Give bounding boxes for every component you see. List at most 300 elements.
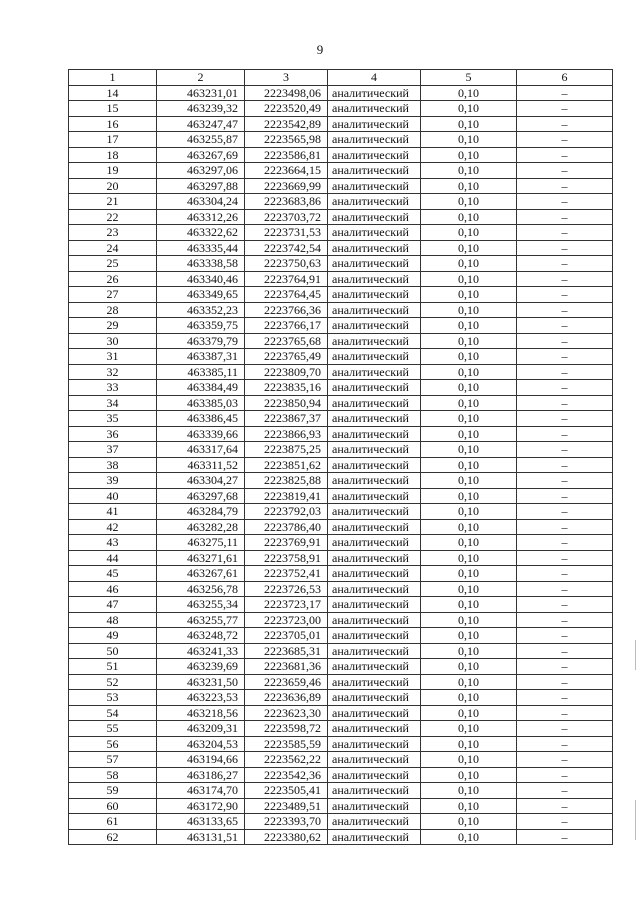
- x-coordinate-cell: 463239,69: [157, 659, 245, 675]
- accuracy-cell: 0,10: [421, 271, 517, 287]
- x-coordinate-cell: 463209,31: [157, 721, 245, 737]
- accuracy-cell: 0,10: [421, 225, 517, 241]
- note-cell: –: [517, 597, 613, 613]
- table-row: [69, 256, 613, 272]
- point-number-cell: 22: [69, 209, 157, 225]
- method-cell: аналитический: [328, 705, 421, 721]
- method-cell: аналитический: [328, 349, 421, 365]
- table-row: [69, 225, 613, 241]
- y-coordinate-cell: 2223766,17: [245, 318, 328, 334]
- column-header: 5: [421, 70, 517, 86]
- point-number-cell: 28: [69, 302, 157, 318]
- method-cell: аналитический: [328, 380, 421, 396]
- column-header: 6: [517, 70, 613, 86]
- y-coordinate-cell: 2223742,54: [245, 240, 328, 256]
- method-cell: аналитический: [328, 287, 421, 303]
- x-coordinate-cell: 463239,32: [157, 101, 245, 117]
- x-coordinate-cell: 463267,61: [157, 566, 245, 582]
- point-number-cell: 24: [69, 240, 157, 256]
- method-cell: аналитический: [328, 163, 421, 179]
- x-coordinate-cell: 463231,01: [157, 85, 245, 101]
- table-row: [69, 442, 613, 458]
- method-cell: аналитический: [328, 194, 421, 210]
- point-number-cell: 20: [69, 178, 157, 194]
- method-cell: аналитический: [328, 814, 421, 830]
- table-row: [69, 85, 613, 101]
- y-coordinate-cell: 2223726,53: [245, 581, 328, 597]
- note-cell: –: [517, 783, 613, 799]
- x-coordinate-cell: 463172,90: [157, 798, 245, 814]
- method-cell: аналитический: [328, 550, 421, 566]
- note-cell: –: [517, 659, 613, 675]
- point-number-cell: 31: [69, 349, 157, 365]
- accuracy-cell: 0,10: [421, 349, 517, 365]
- accuracy-cell: 0,10: [421, 829, 517, 845]
- note-cell: –: [517, 318, 613, 334]
- point-number-cell: 25: [69, 256, 157, 272]
- note-cell: –: [517, 628, 613, 644]
- table-row: [69, 395, 613, 411]
- method-cell: аналитический: [328, 85, 421, 101]
- x-coordinate-cell: 463304,24: [157, 194, 245, 210]
- y-coordinate-cell: 2223819,41: [245, 488, 328, 504]
- y-coordinate-cell: 2223867,37: [245, 411, 328, 427]
- x-coordinate-cell: 463131,51: [157, 829, 245, 845]
- table-row: [69, 519, 613, 535]
- y-coordinate-cell: 2223505,41: [245, 783, 328, 799]
- x-coordinate-cell: 463340,46: [157, 271, 245, 287]
- y-coordinate-cell: 2223866,93: [245, 426, 328, 442]
- table-body: [69, 85, 613, 845]
- accuracy-cell: 0,10: [421, 318, 517, 334]
- method-cell: аналитический: [328, 116, 421, 132]
- note-cell: –: [517, 566, 613, 582]
- accuracy-cell: 0,10: [421, 85, 517, 101]
- method-cell: аналитический: [328, 457, 421, 473]
- note-cell: –: [517, 690, 613, 706]
- y-coordinate-cell: 2223723,17: [245, 597, 328, 613]
- scan-edge-mark: [635, 640, 636, 670]
- point-number-cell: 39: [69, 473, 157, 489]
- method-cell: аналитический: [328, 612, 421, 628]
- note-cell: –: [517, 674, 613, 690]
- note-cell: –: [517, 85, 613, 101]
- y-coordinate-cell: 2223586,81: [245, 147, 328, 163]
- x-coordinate-cell: 463282,28: [157, 519, 245, 535]
- table-row: [69, 535, 613, 551]
- point-number-cell: 48: [69, 612, 157, 628]
- accuracy-cell: 0,10: [421, 581, 517, 597]
- note-cell: –: [517, 101, 613, 117]
- table-row: [69, 736, 613, 752]
- coordinates-table: [68, 69, 613, 845]
- note-cell: –: [517, 612, 613, 628]
- y-coordinate-cell: 2223393,70: [245, 814, 328, 830]
- accuracy-cell: 0,10: [421, 426, 517, 442]
- table-row: [69, 333, 613, 349]
- method-cell: аналитический: [328, 721, 421, 737]
- accuracy-cell: 0,10: [421, 721, 517, 737]
- accuracy-cell: 0,10: [421, 504, 517, 520]
- x-coordinate-cell: 463311,52: [157, 457, 245, 473]
- accuracy-cell: 0,10: [421, 566, 517, 582]
- method-cell: аналитический: [328, 690, 421, 706]
- note-cell: –: [517, 829, 613, 845]
- table-row: [69, 829, 613, 845]
- x-coordinate-cell: 463312,26: [157, 209, 245, 225]
- method-cell: аналитический: [328, 736, 421, 752]
- table-row: [69, 132, 613, 148]
- point-number-cell: 29: [69, 318, 157, 334]
- point-number-cell: 57: [69, 752, 157, 768]
- y-coordinate-cell: 2223766,36: [245, 302, 328, 318]
- x-coordinate-cell: 463349,65: [157, 287, 245, 303]
- accuracy-cell: 0,10: [421, 287, 517, 303]
- note-cell: –: [517, 256, 613, 272]
- x-coordinate-cell: 463267,69: [157, 147, 245, 163]
- note-cell: –: [517, 302, 613, 318]
- point-number-cell: 61: [69, 814, 157, 830]
- method-cell: аналитический: [328, 132, 421, 148]
- x-coordinate-cell: 463359,75: [157, 318, 245, 334]
- point-number-cell: 47: [69, 597, 157, 613]
- accuracy-cell: 0,10: [421, 550, 517, 566]
- y-coordinate-cell: 2223542,89: [245, 116, 328, 132]
- table-row: [69, 302, 613, 318]
- accuracy-cell: 0,10: [421, 178, 517, 194]
- accuracy-cell: 0,10: [421, 783, 517, 799]
- y-coordinate-cell: 2223769,91: [245, 535, 328, 551]
- method-cell: аналитический: [328, 488, 421, 504]
- x-coordinate-cell: 463297,06: [157, 163, 245, 179]
- note-cell: –: [517, 705, 613, 721]
- y-coordinate-cell: 2223875,25: [245, 442, 328, 458]
- table-row: [69, 705, 613, 721]
- accuracy-cell: 0,10: [421, 411, 517, 427]
- x-coordinate-cell: 463275,11: [157, 535, 245, 551]
- point-number-cell: 45: [69, 566, 157, 582]
- y-coordinate-cell: 2223851,62: [245, 457, 328, 473]
- accuracy-cell: 0,10: [421, 333, 517, 349]
- method-cell: аналитический: [328, 798, 421, 814]
- point-number-cell: 43: [69, 535, 157, 551]
- y-coordinate-cell: 2223565,98: [245, 132, 328, 148]
- table-row: [69, 380, 613, 396]
- point-number-cell: 55: [69, 721, 157, 737]
- x-coordinate-cell: 463335,44: [157, 240, 245, 256]
- accuracy-cell: 0,10: [421, 147, 517, 163]
- y-coordinate-cell: 2223623,30: [245, 705, 328, 721]
- method-cell: аналитический: [328, 829, 421, 845]
- accuracy-cell: 0,10: [421, 690, 517, 706]
- method-cell: аналитический: [328, 442, 421, 458]
- accuracy-cell: 0,10: [421, 519, 517, 535]
- x-coordinate-cell: 463387,31: [157, 349, 245, 365]
- y-coordinate-cell: 2223752,41: [245, 566, 328, 582]
- x-coordinate-cell: 463186,27: [157, 767, 245, 783]
- y-coordinate-cell: 2223498,06: [245, 85, 328, 101]
- note-cell: –: [517, 504, 613, 520]
- note-cell: –: [517, 488, 613, 504]
- note-cell: –: [517, 163, 613, 179]
- table-row: [69, 163, 613, 179]
- table-row: [69, 426, 613, 442]
- y-coordinate-cell: 2223786,40: [245, 519, 328, 535]
- x-coordinate-cell: 463256,78: [157, 581, 245, 597]
- method-cell: аналитический: [328, 783, 421, 799]
- method-cell: аналитический: [328, 411, 421, 427]
- table-row: [69, 147, 613, 163]
- point-number-cell: 37: [69, 442, 157, 458]
- accuracy-cell: 0,10: [421, 132, 517, 148]
- table-row: [69, 690, 613, 706]
- note-cell: –: [517, 132, 613, 148]
- method-cell: аналитический: [328, 147, 421, 163]
- note-cell: –: [517, 581, 613, 597]
- point-number-cell: 14: [69, 85, 157, 101]
- method-cell: аналитический: [328, 504, 421, 520]
- accuracy-cell: 0,10: [421, 240, 517, 256]
- method-cell: аналитический: [328, 535, 421, 551]
- y-coordinate-cell: 2223723,00: [245, 612, 328, 628]
- point-number-cell: 34: [69, 395, 157, 411]
- point-number-cell: 19: [69, 163, 157, 179]
- column-header: 3: [245, 70, 328, 86]
- table-row: [69, 411, 613, 427]
- point-number-cell: 23: [69, 225, 157, 241]
- table-row: [69, 612, 613, 628]
- x-coordinate-cell: 463241,33: [157, 643, 245, 659]
- y-coordinate-cell: 2223792,03: [245, 504, 328, 520]
- accuracy-cell: 0,10: [421, 442, 517, 458]
- table-row: [69, 659, 613, 675]
- y-coordinate-cell: 2223764,91: [245, 271, 328, 287]
- x-coordinate-cell: 463385,11: [157, 364, 245, 380]
- note-cell: –: [517, 798, 613, 814]
- y-coordinate-cell: 2223669,99: [245, 178, 328, 194]
- point-number-cell: 51: [69, 659, 157, 675]
- table-row: [69, 628, 613, 644]
- y-coordinate-cell: 2223765,49: [245, 349, 328, 365]
- point-number-cell: 17: [69, 132, 157, 148]
- method-cell: аналитический: [328, 318, 421, 334]
- method-cell: аналитический: [328, 395, 421, 411]
- x-coordinate-cell: 463384,49: [157, 380, 245, 396]
- x-coordinate-cell: 463248,72: [157, 628, 245, 644]
- y-coordinate-cell: 2223758,91: [245, 550, 328, 566]
- method-cell: аналитический: [328, 225, 421, 241]
- table-row: [69, 504, 613, 520]
- scan-edge-mark: [635, 800, 636, 840]
- note-cell: –: [517, 395, 613, 411]
- note-cell: –: [517, 457, 613, 473]
- accuracy-cell: 0,10: [421, 597, 517, 613]
- accuracy-cell: 0,10: [421, 364, 517, 380]
- accuracy-cell: 0,10: [421, 752, 517, 768]
- accuracy-cell: 0,10: [421, 643, 517, 659]
- point-number-cell: 32: [69, 364, 157, 380]
- method-cell: аналитический: [328, 643, 421, 659]
- note-cell: –: [517, 147, 613, 163]
- note-cell: –: [517, 550, 613, 566]
- note-cell: –: [517, 271, 613, 287]
- x-coordinate-cell: 463218,56: [157, 705, 245, 721]
- point-number-cell: 46: [69, 581, 157, 597]
- table-row: [69, 814, 613, 830]
- point-number-cell: 53: [69, 690, 157, 706]
- note-cell: –: [517, 473, 613, 489]
- method-cell: аналитический: [328, 209, 421, 225]
- x-coordinate-cell: 463255,87: [157, 132, 245, 148]
- note-cell: –: [517, 535, 613, 551]
- point-number-cell: 50: [69, 643, 157, 659]
- table-row: [69, 550, 613, 566]
- y-coordinate-cell: 2223750,63: [245, 256, 328, 272]
- x-coordinate-cell: 463297,68: [157, 488, 245, 504]
- column-header: 1: [69, 70, 157, 86]
- method-cell: аналитический: [328, 178, 421, 194]
- point-number-cell: 36: [69, 426, 157, 442]
- point-number-cell: 15: [69, 101, 157, 117]
- table-row: [69, 674, 613, 690]
- point-number-cell: 42: [69, 519, 157, 535]
- x-coordinate-cell: 463385,03: [157, 395, 245, 411]
- table-row: [69, 457, 613, 473]
- x-coordinate-cell: 463379,79: [157, 333, 245, 349]
- note-cell: –: [517, 333, 613, 349]
- accuracy-cell: 0,10: [421, 674, 517, 690]
- method-cell: аналитический: [328, 659, 421, 675]
- y-coordinate-cell: 2223562,22: [245, 752, 328, 768]
- accuracy-cell: 0,10: [421, 798, 517, 814]
- x-coordinate-cell: 463322,62: [157, 225, 245, 241]
- accuracy-cell: 0,10: [421, 101, 517, 117]
- y-coordinate-cell: 2223664,15: [245, 163, 328, 179]
- table-row: [69, 194, 613, 210]
- accuracy-cell: 0,10: [421, 736, 517, 752]
- accuracy-cell: 0,10: [421, 535, 517, 551]
- x-coordinate-cell: 463338,58: [157, 256, 245, 272]
- x-coordinate-cell: 463284,79: [157, 504, 245, 520]
- y-coordinate-cell: 2223598,72: [245, 721, 328, 737]
- x-coordinate-cell: 463255,77: [157, 612, 245, 628]
- point-number-cell: 59: [69, 783, 157, 799]
- accuracy-cell: 0,10: [421, 380, 517, 396]
- table-row: [69, 767, 613, 783]
- y-coordinate-cell: 2223825,88: [245, 473, 328, 489]
- note-cell: –: [517, 240, 613, 256]
- table-row: [69, 101, 613, 117]
- point-number-cell: 27: [69, 287, 157, 303]
- table-row: [69, 240, 613, 256]
- method-cell: аналитический: [328, 240, 421, 256]
- accuracy-cell: 0,10: [421, 488, 517, 504]
- note-cell: –: [517, 380, 613, 396]
- table-row: [69, 597, 613, 613]
- y-coordinate-cell: 2223380,62: [245, 829, 328, 845]
- accuracy-cell: 0,10: [421, 473, 517, 489]
- accuracy-cell: 0,10: [421, 628, 517, 644]
- method-cell: аналитический: [328, 752, 421, 768]
- point-number-cell: 56: [69, 736, 157, 752]
- accuracy-cell: 0,10: [421, 814, 517, 830]
- accuracy-cell: 0,10: [421, 457, 517, 473]
- y-coordinate-cell: 2223542,36: [245, 767, 328, 783]
- table-row: [69, 271, 613, 287]
- accuracy-cell: 0,10: [421, 302, 517, 318]
- accuracy-cell: 0,10: [421, 705, 517, 721]
- y-coordinate-cell: 2223685,31: [245, 643, 328, 659]
- point-number-cell: 60: [69, 798, 157, 814]
- method-cell: аналитический: [328, 519, 421, 535]
- x-coordinate-cell: 463223,53: [157, 690, 245, 706]
- accuracy-cell: 0,10: [421, 612, 517, 628]
- note-cell: –: [517, 736, 613, 752]
- accuracy-cell: 0,10: [421, 116, 517, 132]
- point-number-cell: 16: [69, 116, 157, 132]
- note-cell: –: [517, 225, 613, 241]
- point-number-cell: 49: [69, 628, 157, 644]
- point-number-cell: 33: [69, 380, 157, 396]
- page-number: 9: [316, 42, 324, 57]
- x-coordinate-cell: 463317,64: [157, 442, 245, 458]
- table-row: [69, 364, 613, 380]
- column-header: 4: [328, 70, 421, 86]
- method-cell: аналитический: [328, 256, 421, 272]
- method-cell: аналитический: [328, 628, 421, 644]
- x-coordinate-cell: 463133,65: [157, 814, 245, 830]
- table-row: [69, 349, 613, 365]
- note-cell: –: [517, 519, 613, 535]
- table-header-row: [69, 70, 613, 86]
- note-cell: –: [517, 426, 613, 442]
- note-cell: –: [517, 116, 613, 132]
- method-cell: аналитический: [328, 674, 421, 690]
- table-row: [69, 783, 613, 799]
- accuracy-cell: 0,10: [421, 209, 517, 225]
- x-coordinate-cell: 463174,70: [157, 783, 245, 799]
- note-cell: –: [517, 721, 613, 737]
- method-cell: аналитический: [328, 333, 421, 349]
- y-coordinate-cell: 2223835,16: [245, 380, 328, 396]
- table-row: [69, 566, 613, 582]
- x-coordinate-cell: 463255,34: [157, 597, 245, 613]
- accuracy-cell: 0,10: [421, 194, 517, 210]
- x-coordinate-cell: 463204,53: [157, 736, 245, 752]
- note-cell: –: [517, 752, 613, 768]
- accuracy-cell: 0,10: [421, 163, 517, 179]
- y-coordinate-cell: 2223585,59: [245, 736, 328, 752]
- point-number-cell: 58: [69, 767, 157, 783]
- method-cell: аналитический: [328, 597, 421, 613]
- y-coordinate-cell: 2223765,68: [245, 333, 328, 349]
- point-number-cell: 62: [69, 829, 157, 845]
- method-cell: аналитический: [328, 426, 421, 442]
- table-row: [69, 643, 613, 659]
- y-coordinate-cell: 2223705,01: [245, 628, 328, 644]
- y-coordinate-cell: 2223731,53: [245, 225, 328, 241]
- table-row: [69, 752, 613, 768]
- x-coordinate-cell: 463352,23: [157, 302, 245, 318]
- note-cell: –: [517, 209, 613, 225]
- x-coordinate-cell: 463339,66: [157, 426, 245, 442]
- x-coordinate-cell: 463297,88: [157, 178, 245, 194]
- table-row: [69, 178, 613, 194]
- point-number-cell: 21: [69, 194, 157, 210]
- point-number-cell: 26: [69, 271, 157, 287]
- point-number-cell: 52: [69, 674, 157, 690]
- note-cell: –: [517, 287, 613, 303]
